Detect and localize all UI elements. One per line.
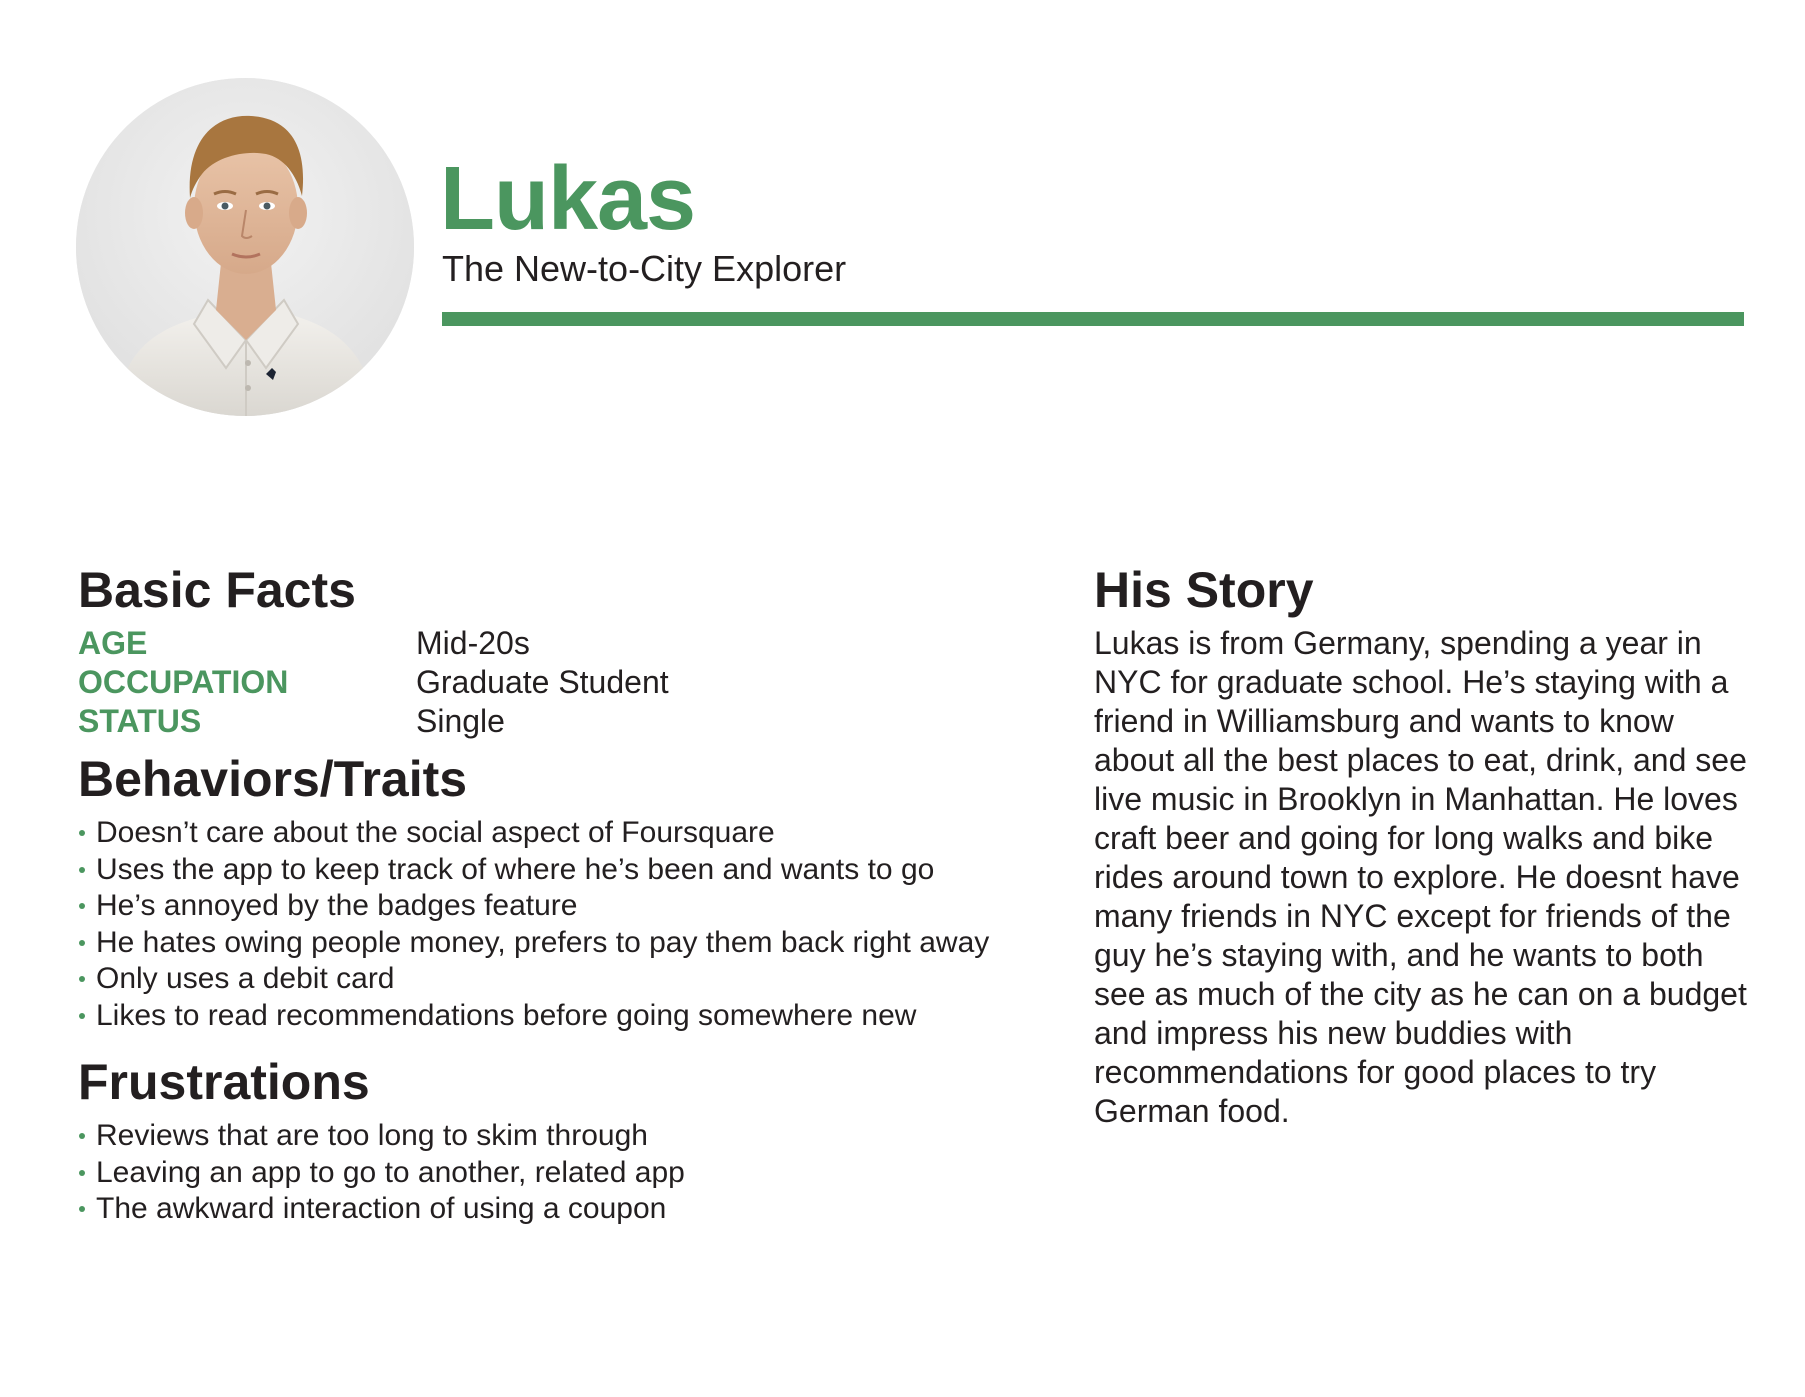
list-item [78, 815, 1018, 852]
basic-facts-list [78, 624, 1018, 741]
list-item [78, 925, 1018, 962]
list-item-text: Likes to read recommendations before going somewhere new [96, 998, 917, 1032]
list-item [78, 852, 1018, 889]
right-column [1094, 560, 1774, 1131]
behaviors-list [78, 815, 1018, 1034]
bullet-dot-icon [79, 1133, 85, 1139]
basic-facts-heading: Basic Facts [78, 562, 356, 618]
list-item-text: Reviews that are too long to skim through [96, 1119, 648, 1152]
list-item-text: The awkward interaction of using a coupon [96, 1192, 667, 1225]
persona-portrait-image [76, 78, 414, 416]
list-item-text: Only uses a debit card [96, 962, 395, 995]
persona-name: Lukas [440, 149, 696, 249]
bullet-dot-icon [79, 1013, 85, 1019]
fact-row-occupation [78, 663, 1018, 702]
bullet-dot-icon [79, 976, 85, 982]
fact-row-age [78, 624, 1018, 663]
frustrations-list [78, 1118, 1018, 1228]
list-item [78, 961, 1018, 998]
left-column [78, 560, 1018, 1246]
fact-row-status [78, 702, 1018, 741]
fact-label: OCCUPATION [78, 664, 289, 700]
list-item [78, 998, 1018, 1035]
bullet-dot-icon [79, 1170, 85, 1176]
list-item [78, 1191, 1018, 1228]
bullet-dot-icon [79, 1206, 85, 1212]
list-item-text: Leaving an app to go to another, related app [96, 1155, 685, 1189]
persona-tagline: The New-to-City Explorer [442, 248, 847, 289]
avatar [76, 78, 414, 416]
bullet-dot-icon [79, 867, 85, 873]
header-divider [442, 312, 1744, 326]
fact-value: Mid-20s [416, 625, 530, 661]
list-item-text: He’s annoyed by the badges feature [96, 889, 578, 922]
fact-value: Graduate Student [416, 664, 669, 700]
list-item [78, 1118, 1018, 1155]
list-item-text: He hates owing people money, prefers to pay them back right away [96, 925, 990, 959]
story-heading: His Story [1094, 562, 1314, 618]
behaviors-heading: Behaviors/Traits [78, 751, 468, 807]
story-text: Lukas is from Germany, spending a year in NYC for graduate school. He’s staying with a friend in Williamsburg and wants to know about all the best places to eat, drink, and see live music in Brooklyn in Manhattan. He loves craft beer and going for long walks and bike rides around town to explore. He doesnt have many friends in NYC except for friends of the guy he’s staying with, and he wants to both see as much of the city as he can on a budget and impress his new buddies with recommendations for good places to try German food. [1094, 625, 1747, 1129]
frustrations-heading: Frustrations [78, 1054, 370, 1110]
fact-value: Single [416, 703, 505, 739]
bullet-dot-icon [79, 903, 85, 909]
list-item-text: Doesn’t care about the social aspect of Foursquare [96, 816, 775, 849]
fact-label: AGE [78, 625, 148, 661]
bullet-dot-icon [79, 940, 85, 946]
bullet-dot-icon [79, 830, 85, 836]
list-item [78, 1155, 1018, 1192]
list-item [78, 888, 1018, 925]
fact-label: STATUS [78, 703, 202, 739]
list-item-text: Uses the app to keep track of where he’s been and wants to go [96, 852, 935, 886]
